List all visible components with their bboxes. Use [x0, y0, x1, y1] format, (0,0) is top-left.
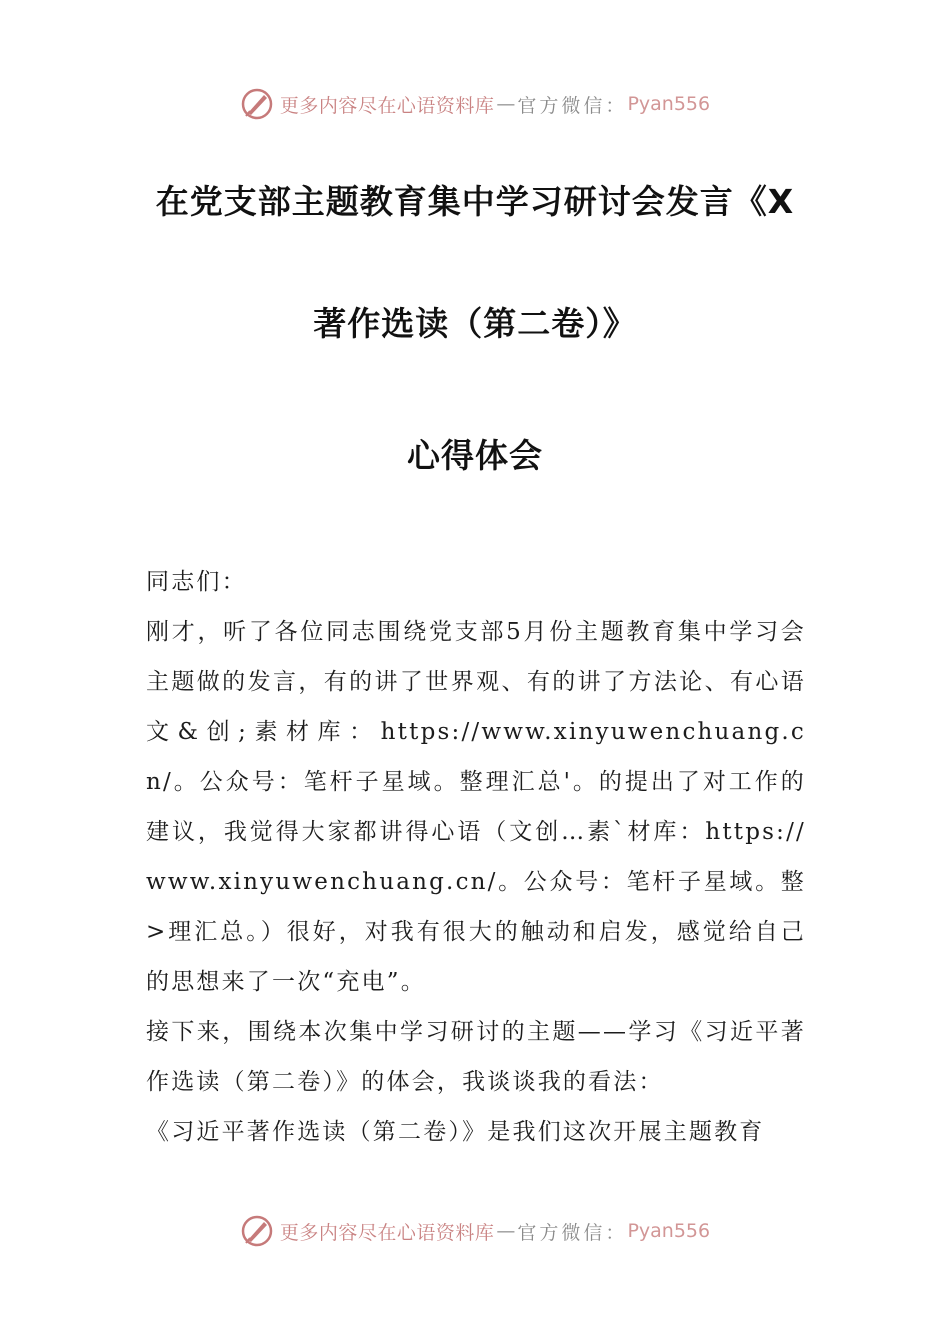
watermark-wechat-label: 官方微信： — [517, 1221, 628, 1244]
paragraph-3: 《习近平著作选读（第二卷）》是我们这次开展主题教育 — [146, 1119, 765, 1145]
watermark-banner-top — [0, 84, 950, 124]
document-title-line-2: 著作选读（第二卷）》 — [313, 304, 637, 343]
watermark-separator: — — [496, 93, 516, 115]
paragraph-1: 刚才，听了各位同志围绕党支部5月份主题教育集中学习会主题做的发言，有的讲了世界观、有的讲了方法论、有心语文&创;素材库：https://www.xinyuwenchuang.cn/。公众号：笔杆子星域。整理汇总'。的提出了对工作的建议，我觉得大家都讲得心语（文创…素`材库：https://www.xinyuwenchuang.cn/。公众号：笔杆子星域。整>理汇总。）很好，对我有很大的触动和启发，感觉给自己的思想来了一次“充电”。 — [146, 619, 806, 995]
document-body — [146, 557, 806, 1157]
greeting: 同志们： — [146, 569, 247, 595]
watermark-separator: — — [496, 1220, 516, 1242]
document-title-line-3: 心得体会 — [407, 436, 543, 475]
watermark-banner-bottom — [0, 1211, 950, 1251]
watermark-wechat-id: Pyan556 — [627, 1220, 711, 1242]
watermark-site-text: 更多内容尽在心语资料库 — [279, 1221, 495, 1244]
watermark-site-text: 更多内容尽在心语资料库 — [279, 94, 495, 117]
paragraph-2: 接下来，围绕本次集中学习研讨的主题——学习《习近平著作选读（第二卷）》的体会，我谈谈我的看法： — [146, 1019, 806, 1095]
watermark-wechat-label: 官方微信： — [517, 94, 628, 117]
watermark-wechat-id: Pyan556 — [627, 93, 711, 115]
quill-logo-icon — [240, 1214, 274, 1248]
quill-logo-icon — [240, 87, 274, 121]
document-title-line-1: 在党支部主题教育集中学习研讨会发言《X — [155, 182, 795, 221]
